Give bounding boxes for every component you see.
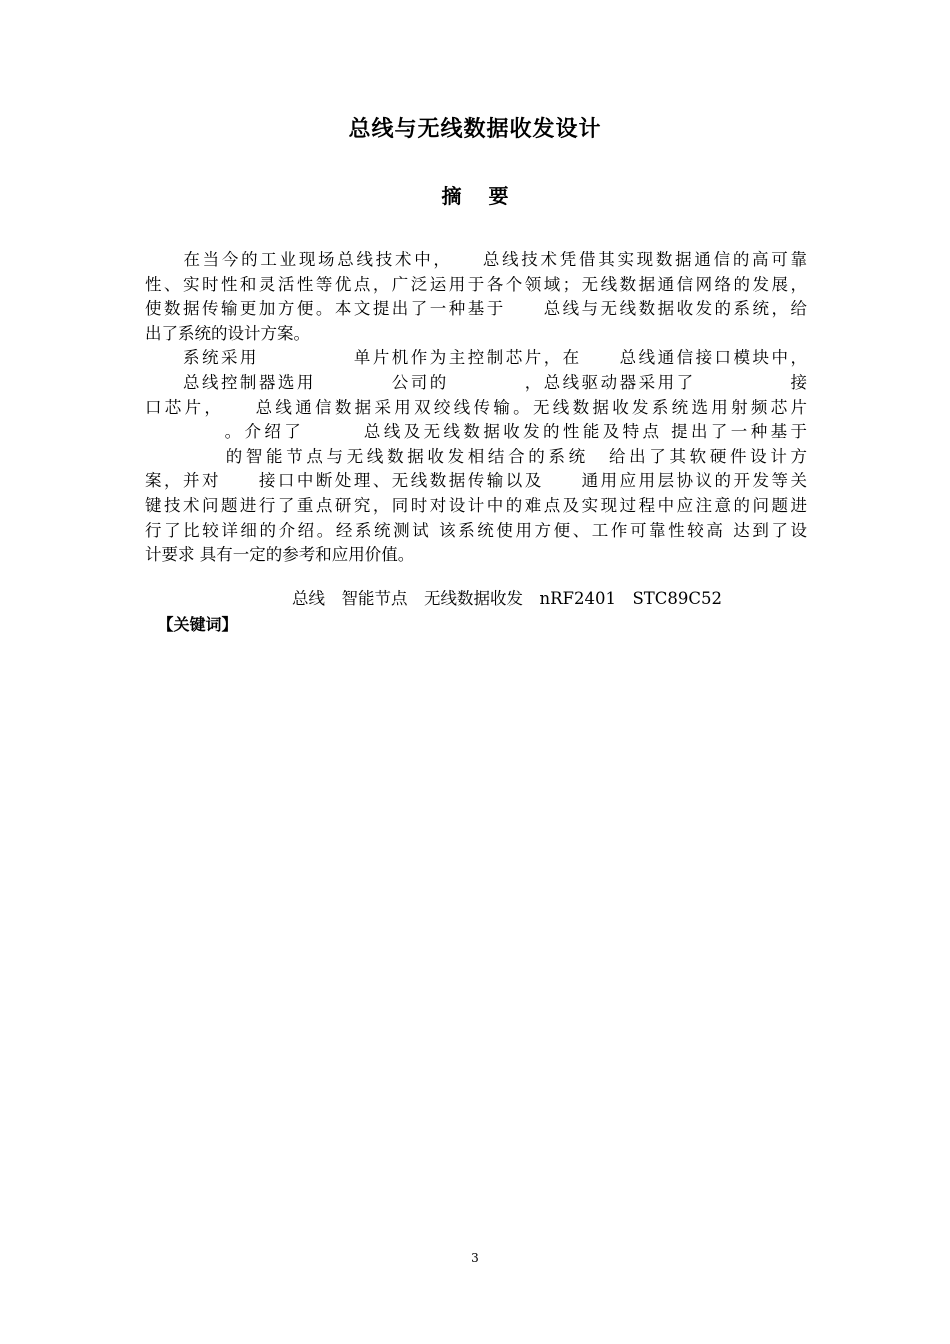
abstract-line: 在当今的工业现场总线技术中， 总线技术凭借其实现数据通信的高可靠 — [145, 250, 807, 269]
abstract-line: 系统采用 单片机作为主控制芯片，在 总线通信接口模块中， — [145, 348, 807, 368]
abstract-line: 。介绍了 总线及无线数据收发的性能及特点 提出了一种基于 — [145, 422, 807, 442]
abstract-line: 使数据传输更加方便。本文提出了一种基于 总线与无线数据收发的系统，给 — [145, 299, 807, 319]
document-title: 总线与无线数据收发设计 — [348, 117, 602, 142]
keywords-row — [147, 586, 807, 634]
keywords-label: 【关键词】 — [157, 615, 238, 634]
abstract-line: 的智能节点与无线数据收发相结合的系统 给出了其软硬件设计方 — [145, 446, 807, 466]
abstract-line: 行了比较详细的介绍。经系统测试 该系统使用方便、工作可靠性较高 达到了设 — [145, 520, 807, 540]
abstract-line: 性、实时性和灵活性等优点，广泛运用于各个领域；无线数据通信网络的发展， — [145, 274, 807, 294]
abstract-line: 出了系统的设计方案。 — [145, 323, 310, 343]
keywords-values: 总线 智能节点 无线数据收发 nRF2401 STC89C52 — [292, 589, 723, 608]
abstract-line: 键技术问题进行了重点研究，同时对设计中的难点及实现过程中应注意的问题进 — [145, 495, 807, 515]
abstract-line: 总线控制器选用 公司的 ，总线驱动器采用了 接 — [145, 372, 807, 392]
abstract-heading: 摘 要 — [441, 184, 519, 208]
page-number: 3 — [471, 1251, 479, 1265]
abstract-body — [145, 248, 807, 568]
abstract-line: 案，并对 接口中断处理、无线数据传输以及 通用应用层协议的开发等关 — [145, 471, 807, 491]
abstract-line: 计要求 具有一定的参考和应用价值。 — [145, 545, 415, 565]
abstract-line: 口芯片， 总线通信数据采用双绞线传输。无线数据收发系统选用射频芯片 — [145, 397, 807, 417]
